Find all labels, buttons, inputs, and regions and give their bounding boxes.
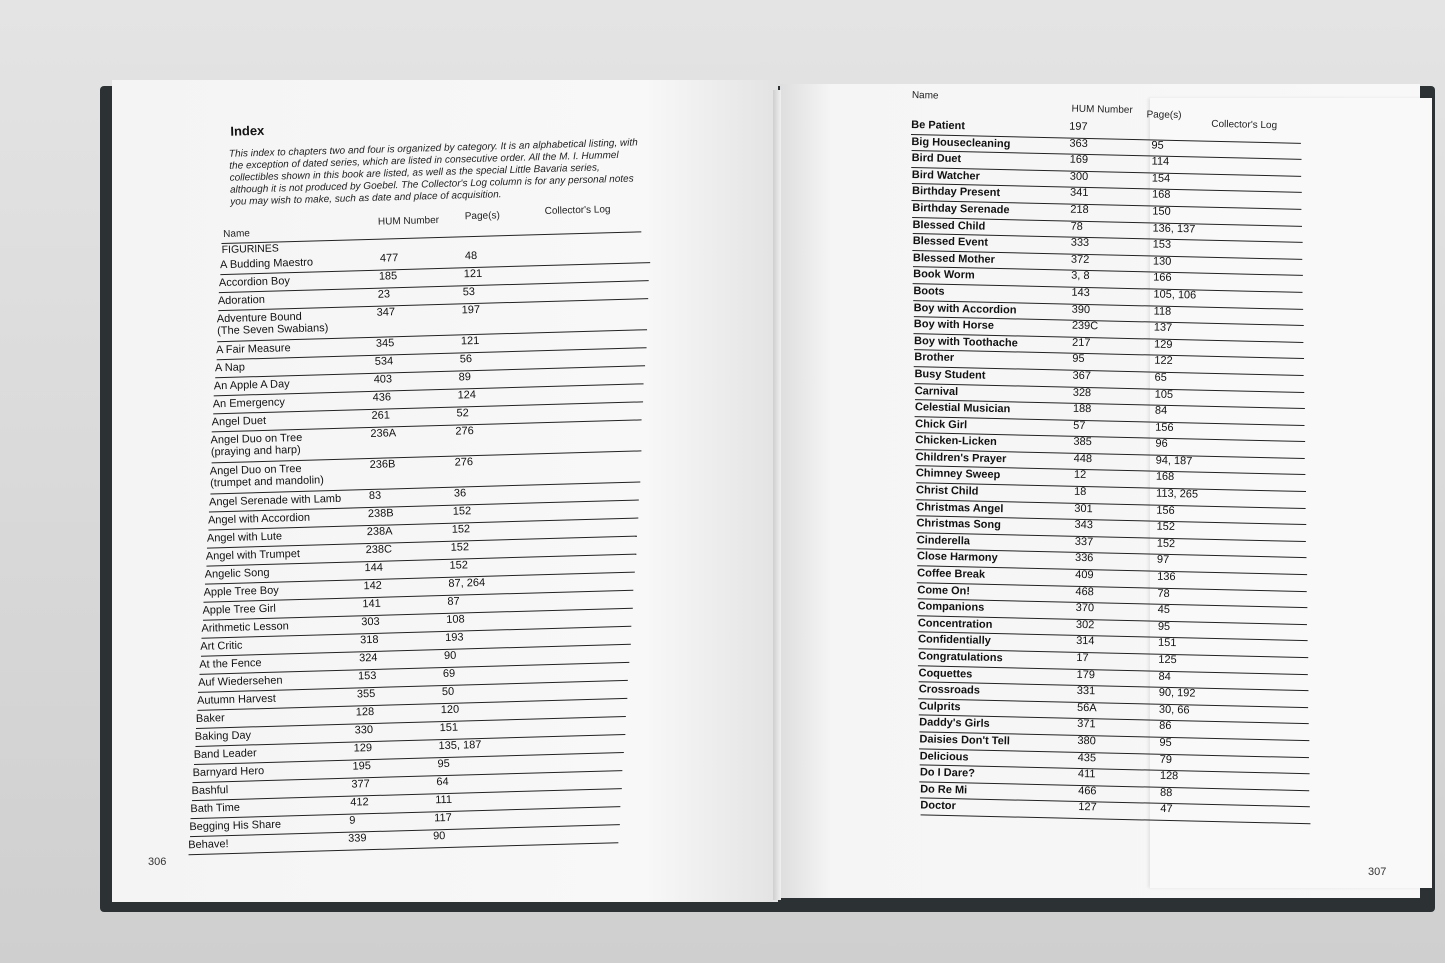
entry-pages: 87 [447,595,460,608]
entry-hum-number: 448 [1073,452,1093,466]
entry-hum-number: 23 [377,288,391,301]
entry-hum-number: 345 [375,337,395,350]
entry-pages: 90, 192 [1158,686,1196,700]
entry-hum-number: 127 [1078,801,1097,814]
entry-hum-number: 12 [1073,469,1087,482]
entry-hum-number: 141 [362,597,381,611]
entry-hum-number: 534 [374,355,394,368]
entry-name: Chick Girl [915,417,968,432]
entry-pages: 154 [1151,172,1171,185]
entry-pages: 121 [460,334,480,348]
entry-hum-number: 390 [1071,303,1091,316]
entry-pages: 153 [1152,238,1172,252]
entry-name: Confidentially [917,633,991,648]
entry-hum-number: 367 [1072,369,1092,383]
entry-hum-number: 217 [1071,336,1091,349]
entry-name: Angelic Song [204,566,270,581]
col-log: Collector's Log [1211,118,1278,132]
entry-pages: 56 [459,353,473,366]
entry-hum-number: 18 [1073,485,1087,499]
entry-name: Baker [195,712,225,725]
section-figurines: FIGURINES [221,242,279,257]
entry-name: Boy with Accordion [913,301,1017,316]
entry-pages: 96 [1155,437,1168,451]
entry-name: Apple Tree Girl [202,602,277,617]
entry-pages: 193 [445,631,464,644]
right-index-list [896,118,1382,825]
entry-name-subtitle: (trumpet and mandolin) [210,474,325,490]
entry-hum-number: 236A [370,427,397,440]
entry-pages: 152 [1156,520,1176,534]
entry-name: Culprits [918,700,961,714]
entry-pages: 95 [1157,620,1171,633]
entry-pages: 122 [1154,354,1173,368]
entry-hum-number: 9 [349,814,356,827]
entry-name: Angel with Accordion [207,511,311,527]
entry-name: Christ Child [915,484,979,498]
entry-name: Congratulations [918,650,1003,665]
entry-pages: 36 [453,487,467,500]
entry-hum-number: 78 [1070,220,1083,233]
entry-hum-number: 218 [1070,203,1089,217]
entry-hum-number: 347 [376,306,396,319]
entry-pages: 53 [462,285,476,299]
entry-pages: 137 [1153,321,1173,335]
entry-name: Crossroads [918,683,981,697]
entry-hum-number: 331 [1076,685,1096,698]
entry-pages: 89 [458,371,472,384]
entry-pages: 69 [442,667,456,681]
entry-name: Angel with Trumpet [205,547,301,563]
entry-name: Celestial Musician [914,401,1011,416]
entry-hum-number: 238A [366,525,393,539]
entry-name: Angel Duo on Tree [209,462,302,478]
entry-name: Close Harmony [916,550,998,565]
entry-hum-number: 195 [352,760,372,773]
entry-name: Do I Dare? [919,766,976,780]
entry-pages: 45 [1157,603,1171,617]
entry-pages: 111 [435,793,453,807]
entry-pages: 52 [456,407,469,420]
entry-hum-number: 468 [1075,585,1094,598]
entry-hum-number: 436 [372,391,392,404]
entry-hum-number: 17 [1076,651,1089,665]
entry-name: Bashful [191,784,229,798]
entry-hum-number: 380 [1077,734,1096,748]
entry-pages: 65 [1154,371,1167,384]
entry-name: Bird Duet [911,152,962,166]
entry-hum-number: 188 [1072,402,1092,416]
entry-name: Doctor [920,799,956,813]
col-pages: Page(s) [464,210,500,223]
entry-pages: 276 [455,425,474,438]
entry-name: Blessed Event [912,235,989,249]
entry-pages: 120 [440,703,460,717]
entry-name: Carnival [914,384,959,398]
entry-hum-number: 370 [1075,602,1095,615]
entry-hum-number: 336 [1074,552,1094,565]
entry-name: Baking Day [194,729,252,743]
entry-pages: 152 [449,559,469,572]
entry-pages: 95 [1159,736,1172,750]
entry-hum-number: 169 [1069,153,1089,167]
entry-name: Busy Student [914,368,986,382]
entry-hum-number: 301 [1074,502,1093,515]
entry-name: Behave! [188,838,229,852]
page-number-left: 306 [148,856,167,868]
entry-name: Daisies Don't Tell [919,733,1011,748]
entry-hum-number: 300 [1069,170,1089,183]
entry-pages: 130 [1152,255,1172,268]
col-name: Name [223,228,251,240]
entry-name: Barnyard Hero [192,765,265,780]
entry-pages: 136, 137 [1152,222,1196,236]
entry-pages: 197 [461,303,481,317]
entry-pages: 150 [1152,205,1171,218]
entry-name: Blessed Mother [912,251,996,266]
right-page-content [896,90,1382,825]
entry-name: An Emergency [212,396,286,411]
entry-hum-number: 435 [1077,751,1097,764]
entry-hum-number: 411 [1077,768,1096,781]
entry-name-subtitle: (The Seven Swabians) [216,322,329,338]
entry-hum-number: 185 [378,270,398,283]
entry-name: Art Critic [200,639,243,653]
entry-pages: 50 [441,685,455,699]
col-name: Name [911,90,939,102]
book-gutter [773,90,781,900]
entry-name: Angel Serenade with Lamb [208,492,342,509]
entry-pages: 30, 66 [1158,703,1190,717]
entry-pages: 136 [1157,570,1176,584]
entry-pages: 124 [457,389,477,402]
entry-name: An Apple A Day [213,378,290,393]
entry-pages: 108 [446,613,465,626]
entry-pages: 121 [463,267,483,281]
entry-hum-number: 142 [363,579,383,593]
entry-hum-number: 303 [361,615,380,629]
entry-name: Come On! [917,583,971,598]
entry-name: Christmas Angel [916,500,1004,515]
entry-hum-number: 377 [351,778,370,791]
entry-name: Book Worm [913,268,975,282]
entry-name: Chicken-Licken [915,434,997,449]
entry-hum-number: 363 [1069,137,1088,150]
entry-hum-number: 371 [1077,718,1096,731]
index-heading: Index [230,122,265,139]
entry-name: Boy with Toothache [913,334,1018,350]
entry-pages: 90 [443,649,457,662]
entry-hum-number: 328 [1072,386,1092,399]
entry-pages: 95 [437,757,450,771]
entry-name: Adoration [217,293,266,308]
entry-pages: 87, 264 [448,576,486,590]
col-hum: HUM Number [1071,103,1133,117]
entry-name: Angel Duet [211,414,267,429]
entry-name: Bird Watcher [911,168,981,183]
entry-name: Accordion Boy [218,275,291,290]
entry-pages: 79 [1159,753,1173,766]
entry-pages: 152 [451,523,471,536]
entry-hum-number: 238B [367,507,394,521]
entry-pages: 105 [1154,388,1174,401]
entry-pages: 97 [1156,554,1170,567]
entry-hum-number: 239C [1071,319,1099,333]
entry-pages: 168 [1151,188,1171,202]
entry-pages: 105, 106 [1153,288,1197,302]
entry-pages: 84 [1154,404,1168,417]
entry-name: Coffee Break [917,567,986,581]
entry-pages: 276 [454,456,474,469]
entry-name: Cinderella [916,534,971,548]
entry-name: Angel Duo on Tree [210,431,303,447]
entry-pages: 95 [1151,139,1164,152]
entry-pages: 128 [1159,769,1179,783]
entry-pages: 152 [450,541,470,554]
index-intro: This index to chapters two and four is organized by category. It is an alphabetical listing, with the exception of dated series, which are listed in consecutive order. All the M. I. Hummel collectibles shown in this book are listed, as well as the special Little Bavaria series, although it is not produced by Goebel. The Collector's Log column is for any personal notes you may wish to make, such as date and place of acquisition. [228,137,638,208]
entry-pages: 84 [1158,670,1171,683]
entry-hum-number: 412 [350,796,369,809]
entry-pages: 64 [436,775,449,789]
entry-pages: 88 [1159,786,1173,799]
entry-pages: 166 [1153,271,1172,285]
entry-name: Coquettes [918,666,973,681]
entry-name: Begging His Share [189,818,282,834]
entry-pages: 117 [434,811,452,825]
entry-name: Concentration [917,617,993,631]
entry-hum-number: 314 [1075,635,1095,648]
entry-hum-number: 341 [1069,186,1089,200]
entry-name: A Nap [214,361,246,375]
entry-hum-number: 83 [368,489,382,503]
entry-name: Companions [917,600,985,614]
entry-hum-number: 330 [354,724,374,737]
entry-name: Do Re Mi [920,783,968,797]
entry-name: Christmas Song [916,517,1002,532]
entry-pages: 156 [1155,421,1174,434]
entry-name: Big Housecleaning [911,135,1011,150]
entry-name: Chimney Sweep [915,467,1001,482]
entry-name: A Budding Maestro [219,256,314,272]
entry-hum-number: 385 [1073,436,1092,449]
entry-name: Band Leader [193,747,257,762]
entry-hum-number: 324 [358,651,378,665]
entry-pages: 86 [1159,720,1172,733]
entry-hum-number: 466 [1078,784,1097,798]
entry-hum-number: 477 [379,252,399,265]
entry-pages: 113, 265 [1155,487,1199,501]
entry-name: Children's Prayer [915,451,1007,466]
col-pages: Page(s) [1146,109,1182,122]
entry-pages: 156 [1156,504,1175,517]
entry-name: Autumn Harvest [196,692,277,707]
entry-hum-number: 372 [1070,253,1090,266]
entry-name: Daddy's Girls [919,716,990,731]
entry-hum-number: 129 [353,742,373,755]
col-log: Collector's Log [544,204,611,218]
entry-pages: 78 [1157,587,1170,600]
entry-hum-number: 56A [1076,701,1097,715]
entry-pages: 152 [1156,537,1176,550]
entry-hum-number: 333 [1070,236,1090,250]
entry-pages: 90 [432,830,446,843]
entry-pages: 114 [1151,155,1170,169]
entry-pages: 129 [1153,338,1173,351]
entry-hum-number: 143 [1071,286,1090,300]
entry-pages: 125 [1158,653,1177,667]
entry-name-subtitle: (praying and harp) [210,443,301,459]
entry-name: Be Patient [911,118,966,133]
entry-name: Apple Tree Boy [203,584,279,599]
entry-name: Bath Time [190,801,241,816]
entry-hum-number: 144 [364,561,384,575]
col-hum: HUM Number [377,214,440,228]
entry-name: Angel with Lute [206,530,283,545]
left-page-content [150,106,660,855]
page-number-right: 307 [1368,866,1387,878]
entry-hum-number: 95 [1072,353,1085,366]
entry-hum-number: 343 [1074,519,1094,532]
entry-hum-number: 403 [373,373,393,386]
entry-name: Birthday Present [911,185,1001,200]
entry-hum-number: 153 [357,669,377,683]
entry-name: Boy with Horse [913,318,995,333]
entry-hum-number: 197 [1069,120,1088,133]
entry-hum-number: 339 [347,832,367,845]
entry-name: Boots [913,285,945,298]
entry-pages: 151 [439,721,459,735]
entry-hum-number: 236B [369,458,396,471]
entry-hum-number: 179 [1076,668,1096,681]
entry-pages: 135, 187 [438,738,482,753]
entry-pages: 47 [1160,803,1173,816]
entry-name: Birthday Serenade [912,202,1010,217]
entry-hum-number: 355 [356,687,376,701]
entry-hum-number: 57 [1073,419,1086,432]
left-index-list [154,245,660,855]
entry-name: Blessed Child [912,218,986,233]
entry-name: Brother [914,351,955,365]
entry-name: A Fair Measure [215,342,291,357]
entry-name: At the Fence [199,657,262,671]
entry-pages: 118 [1153,305,1172,318]
entry-name: Arithmetic Lesson [201,620,289,635]
entry-hum-number: 238C [365,543,393,557]
entry-hum-number: 128 [355,705,375,719]
entry-hum-number: 302 [1075,618,1095,632]
entry-pages: 168 [1155,471,1175,484]
entry-hum-number: 3, 8 [1071,270,1090,283]
entry-name: Auf Wiedersehen [197,674,283,689]
entry-pages: 152 [452,505,472,518]
entry-hum-number: 261 [371,409,391,422]
entry-pages: 48 [464,249,478,263]
entry-hum-number: 337 [1074,535,1094,549]
entry-name: Adventure Bound [216,310,302,326]
entry-name: Delicious [919,749,969,764]
entry-hum-number: 409 [1075,568,1094,582]
entry-pages: 94, 187 [1155,454,1193,468]
entry-pages: 151 [1157,637,1177,650]
entry-hum-number: 318 [360,633,379,647]
